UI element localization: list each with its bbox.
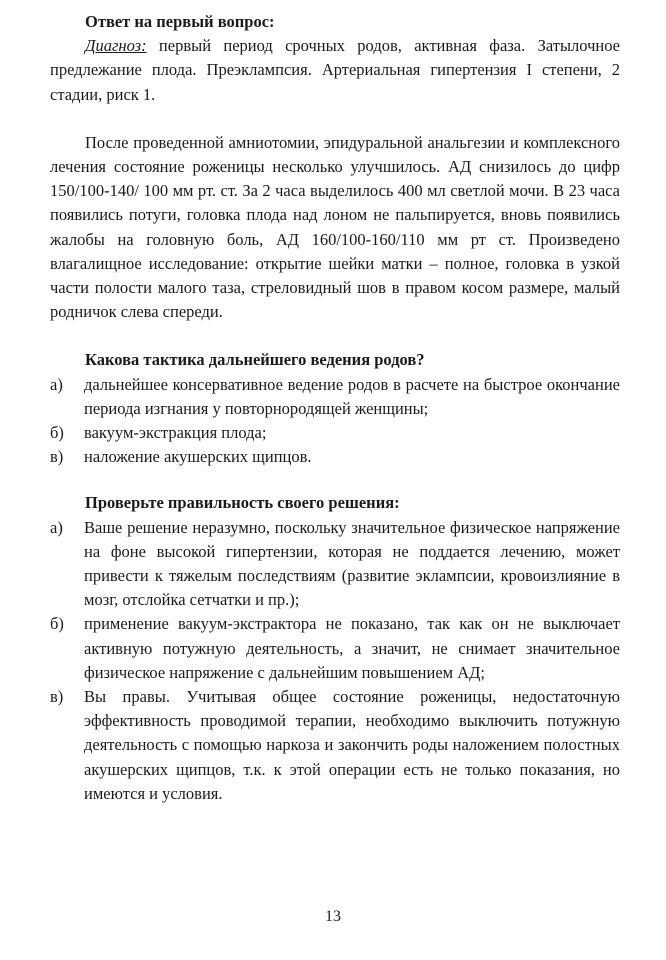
case-paragraph: После проведенной амниотомии, эпидуральной анальгезии и комплексного лечения состояние роженицы несколько улучшилось. АД снизилось до цифр 150/100-140/ 100 мм рт. ст. За 2 часа выделилось 400 мл светлой мочи. В 23 часа появились потуги, головка плода над лоном не пальпируется, вновь появились жалобы на головную боль, АД 160/100-160/110 мм рт ст. Произведено влагалищное исследование: открытие шейки матки – полное, головка в узкой части полости малого таза, стреловидный шов в правом косом размере, малый родничок слева спереди. [50,132,620,322]
answer-text: Вы правы. Учитывая общее состояние роженицы, недостаточную эффективность проводимой терапии, необходимо выключить потужную деятельность с помощью наркоза и закончить роды наложением полостных акушерских щипцов, т.к. к этой операции есть не только показания, но имеются и условия. [84,687,620,803]
answer-marker: в) [50,687,64,707]
answer-marker: б) [50,614,64,634]
question-options [50,373,620,470]
option-text: наложение акушерских щипцов. [84,447,312,467]
spacer [50,469,620,491]
option-marker: а) [50,374,63,394]
diagnosis-label: Диагноз: [85,36,147,56]
question-option-a [50,373,620,421]
option-marker: в) [50,447,64,467]
question-option-c [50,445,620,469]
option-marker: б) [50,423,64,443]
document-page [50,10,620,806]
option-text: дальнейшее консервативное ведение родов в расчете на быстрое окончание периода изгнания у повторнородящей женщины; [84,374,620,418]
question-heading: Какова тактика дальнейшего ведения родов? [85,350,425,370]
page-number: 13 [325,908,341,925]
answer-marker: а) [50,517,63,537]
check-heading: Проверьте правильность своего решения: [85,493,400,513]
check-answer-a [50,516,620,613]
diagnosis-paragraph [50,34,620,107]
check-answers [50,516,620,806]
answer-text: применение вакуум-экстрактора не показано, так как он не выключает активную потужную деятельность, а значит, не снимает значительное физическое напряжение с дальнейшим повышением АД; [84,614,620,682]
option-text: вакуум-экстракция плода; [84,423,267,443]
diagnosis-text: первый период срочных родов, активная фаза. Затылочное предлежание плода. Преэклампсия. Артериальная гипертензия I степени, 2 стадии, риск 1. [50,36,620,104]
answer-text: Ваше решение неразумно, поскольку значительное физическое напряжение на фоне высокой гипертензии, которая не поддается лечению, может привести к тяжелым последствиям (развитие эклампсии, кровоизлияние в мозг, отслойка сетчатки и пр.); [84,517,620,610]
spacer [50,324,620,348]
question-option-b [50,421,620,445]
answer-heading: Ответ на первый вопрос: [85,12,275,31]
spacer [50,107,620,131]
check-answer-c [50,685,620,806]
check-answer-b [50,612,620,685]
